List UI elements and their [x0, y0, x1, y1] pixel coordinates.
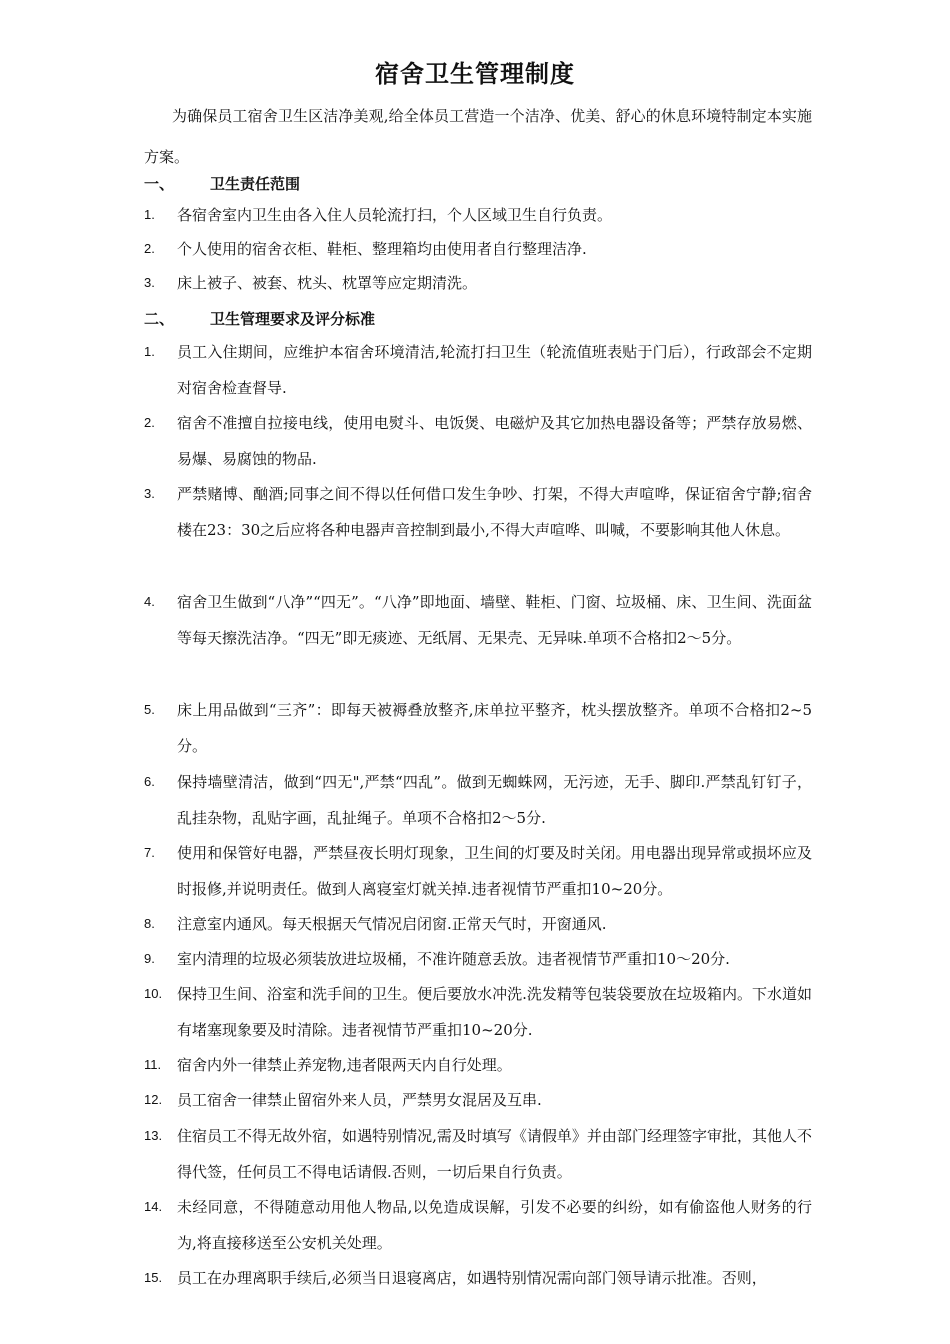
list-item: [144, 976, 812, 1048]
item-text: 未经同意，不得随意动用他人物品,以免造成误解，引发不必要的纠纷，如有偷盗他人财务的行为,将直接移送至公安机关处理。: [177, 1198, 812, 1252]
list-item: [144, 764, 812, 836]
item-text: 个人使用的宿舍衣柜、鞋柜、整理箱均由使用者自行整理洁净.: [177, 240, 587, 258]
section-title: 卫生责任范围: [210, 175, 301, 193]
list-item: [144, 1082, 812, 1118]
item-number: 11.: [144, 1057, 162, 1072]
item-text: 宿舍不准擅自拉接电线，使用电熨斗、电饭煲、电磁炉及其它加热电器设备等；严禁存放易燃、易爆、易腐蚀的物品.: [177, 414, 812, 468]
item-number: 10.: [144, 986, 163, 1001]
list-item: [144, 835, 812, 907]
section-heading-2: [144, 307, 812, 331]
list-item: [144, 906, 812, 942]
list-item: [144, 405, 812, 477]
intro-paragraph: 为确保员工宿舍卫生区洁净美观,给全体员工营造一个洁净、优美、舒心的休息环境特制定本实施方案。: [144, 107, 812, 166]
item-text: 员工入住期间，应维护本宿舍环境清洁,轮流打扫卫生（轮流值班表贴于门后），行政部会不定期对宿舍检查督导.: [177, 343, 812, 397]
section-heading-1: [144, 172, 812, 196]
item-number: 2.: [144, 415, 155, 430]
item-number: 1.: [144, 207, 155, 222]
list-item: [144, 334, 812, 406]
item-number: 5.: [144, 702, 155, 717]
item-text: 严禁赌博、酗酒;同事之间不得以任何借口发生争吵、打架，不得大声喧哗，保证宿舍宁静;宿舍楼在23：30之后应将各种电器声音控制到最小,不得大声喧哗、叫喊，不要影响其他人休息。: [177, 485, 812, 539]
list-item: [144, 1189, 812, 1261]
list-item: [144, 231, 812, 267]
section-number: 一、: [144, 175, 175, 193]
item-text: 保持墙壁清洁，做到“四无",严禁“四乱”。做到无蜘蛛网，无污迹，无手、脚印.严禁乱钉钉子，乱挂杂物，乱贴字画，乱扯绳子。单项不合格扣2～5分.: [177, 773, 812, 827]
item-number: 9.: [144, 951, 155, 966]
item-number: 14.: [144, 1199, 163, 1214]
item-text: 室内清理的垃圾必须装放进垃圾桶，不准许随意丢放。违者视情节严重扣10～20分.: [177, 950, 730, 968]
list-item: [144, 1260, 812, 1296]
item-text: 员工宿舍一律禁止留宿外来人员，严禁男女混居及互串.: [177, 1091, 542, 1109]
item-text: 各宿舍室内卫生由各入住人员轮流打扫，个人区域卫生自行负责。: [177, 206, 613, 224]
item-number: 2.: [144, 241, 155, 256]
item-text: 住宿员工不得无故外宿，如遇特别情况,需及时填写《请假单》并由部门经理签字审批，其他人不得代签，任何员工不得电话请假.否则，一切后果自行负责。: [177, 1127, 812, 1181]
item-text: 保持卫生间、浴室和洗手间的卫生。便后要放水冲洗.洗发精等包装袋要放在垃圾箱内。下水道如有堵塞现象要及时清除。违者视情节严重扣10~20分.: [177, 985, 812, 1039]
list-item: [144, 941, 812, 977]
item-number: 15.: [144, 1270, 163, 1285]
item-text: 床上被子、被套、枕头、枕罩等应定期清洗。: [177, 274, 478, 292]
list-item: [144, 476, 812, 548]
item-number: 4.: [144, 594, 155, 609]
item-number: 12.: [144, 1092, 163, 1107]
item-text: 使用和保管好电器，严禁昼夜长明灯现象，卫生间的灯要及时关闭。用电器出现异常或损坏应及时报修,并说明责任。做到人离寝室灯就关掉.违者视情节严重扣10~20分。: [177, 844, 812, 898]
item-number: 3.: [144, 486, 155, 501]
item-number: 7.: [144, 845, 155, 860]
list-item: [144, 692, 812, 764]
item-text: 员工在办理离职手续后,必须当日退寝离店，如遇特别情况需向部门领导请示批准。否则，: [177, 1269, 767, 1287]
list-item: [144, 197, 812, 233]
document-title: 宿舍卫生管理制度: [375, 59, 575, 88]
list-item: [144, 1118, 812, 1190]
item-text: 宿舍卫生做到“八净”“四无”。“八净”即地面、墙壁、鞋柜、门窗、垃圾桶、床、卫生间、洗面盆等每天擦洗洁净。“四无”即无痰迹、无纸屑、无果壳、无异味.单项不合格扣2～5分。: [177, 593, 812, 647]
list-item: [144, 1047, 812, 1083]
item-text: 注意室内通风。每天根据天气情况启闭窗.正常天气时，开窗通风.: [177, 915, 607, 933]
section-number: 二、: [144, 310, 175, 328]
section-title: 卫生管理要求及评分标准: [210, 310, 376, 328]
list-item: [144, 265, 812, 301]
item-number: 13.: [144, 1128, 163, 1143]
item-number: 8.: [144, 916, 155, 931]
list-item: [144, 584, 812, 656]
item-number: 1.: [144, 344, 155, 359]
item-number: 3.: [144, 275, 155, 290]
item-number: 6.: [144, 774, 155, 789]
item-text: 宿舍内外一律禁止养宠物,违者限两天内自行处理。: [177, 1056, 512, 1074]
item-text: 床上用品做到“三齐”：即每天被褥叠放整齐,床单拉平整齐，枕头摆放整齐。单项不合格扣2~5分。: [177, 701, 812, 755]
